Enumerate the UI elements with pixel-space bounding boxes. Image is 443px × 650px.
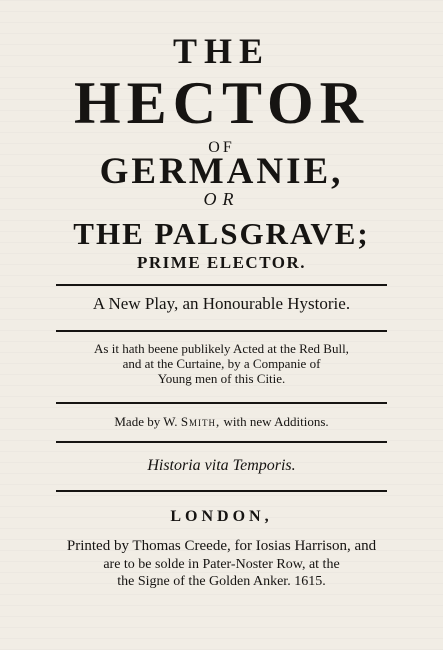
title-hector: HECTOR [74,70,369,136]
divider-rule [56,402,387,404]
divider-rule [56,490,387,492]
imprint-line-2: are to be solde in Pater-Noster Row, at the [103,557,340,572]
author-name: Smith, [180,414,221,429]
author-suffix: with new Additions. [223,414,329,429]
author-line [0,414,443,430]
performance-line-3: Young men of this Citie. [157,371,286,386]
performance-line-1: As it hath beene publikely Acted at the Red Bull, [94,341,349,356]
title-or: OR [203,189,240,209]
title-the: THE [172,31,271,71]
title-palsgrave: THE PALSGRAVE; [73,216,370,251]
divider-rule [56,284,387,286]
divider-rule [56,441,387,443]
title-germanie: GERMANIE, [99,151,344,192]
author-prefix: Made by W. [114,414,178,429]
imprint-line-3: the Signe of the Golden Anker. 1615. [117,574,326,589]
imprint-line-1: Printed by Thomas Creede, for Iosias Harrison, and [66,538,377,554]
imprint-place: LONDON, [170,508,273,525]
motto: Historia vita Temporis. [147,457,296,474]
divider-rule [56,330,387,332]
performance-line-2: and at the Curtaine, by a Companie of [122,356,321,371]
description-line: A New Play, an Honourable Hystorie. [92,294,351,313]
title-prime-elector: PRIME ELECTOR. [137,253,306,272]
title-of: OF [208,139,235,156]
